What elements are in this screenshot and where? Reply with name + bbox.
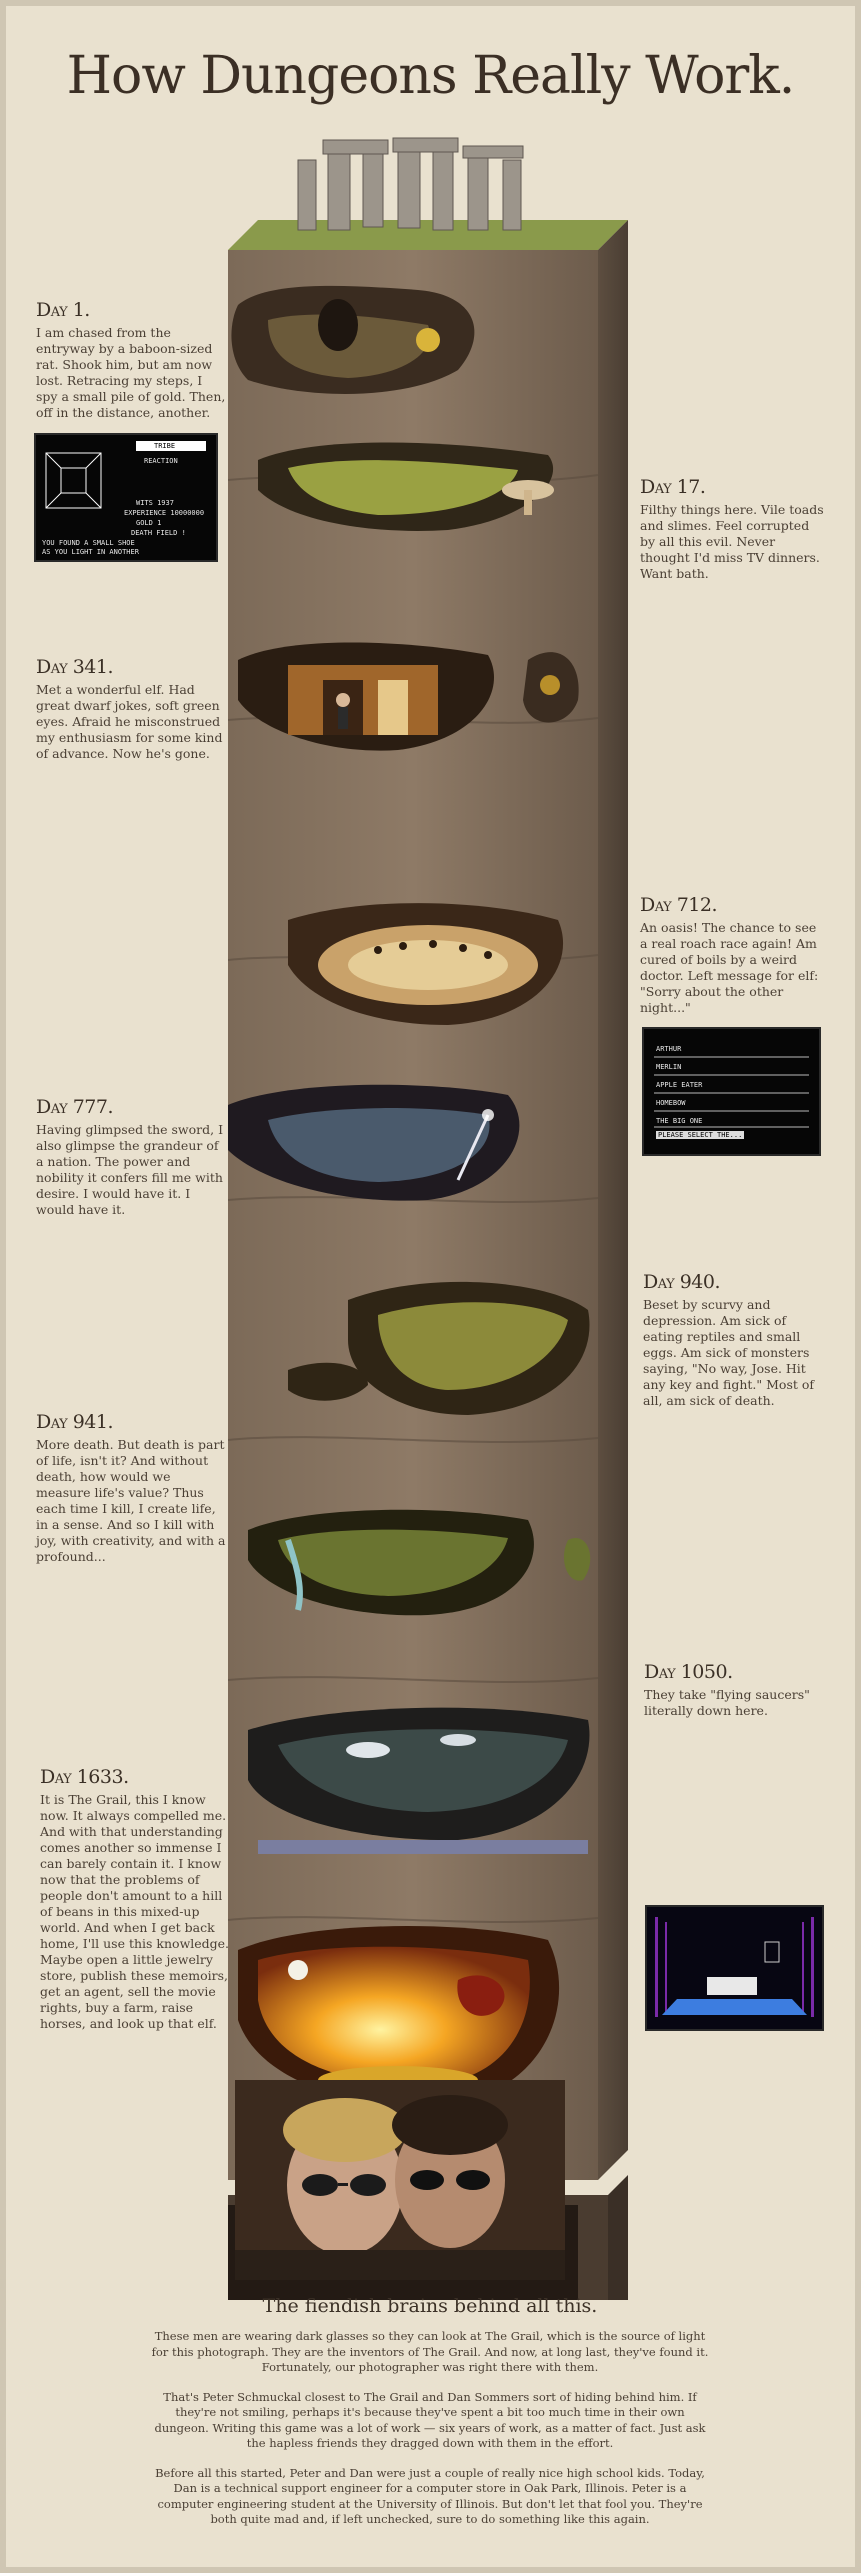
screen-line: YOU FOUND A SMALL SHOE	[42, 539, 135, 547]
section-paragraph: Before all this started, Peter and Dan were just a couple of really nice high school kids. Today, Dan is a technical support engineer for a computer store in Oak Park, Illinois. Peter is a computer engineering student at the University of Illinois. But don't let that fool you. They're both quite mad and, if left unchecked, sure to do something like this again.	[155, 2465, 705, 2527]
entry-text: It is The Grail, this I know now. It always compelled me. And with that understanding comes another so immense I can barely contain it. I know now that the problems of people don't amount to a hill of beans in this mixed-up world. And when I get back home, I'll use this knowledge. Maybe open a little jewelry store, publish these memoirs, get an agent, sell the movie rights, buy a farm, raise horses, and look up that elf.	[40, 1792, 230, 2032]
screen-line: MERLIN	[656, 1063, 682, 1071]
entry-day-label: Day 17.	[640, 476, 706, 498]
inventors-photo	[235, 2080, 565, 2280]
entry-day-label: Day 1.	[36, 299, 90, 321]
inventors-section	[150, 2295, 710, 2542]
journal-entry-day-941	[36, 1410, 226, 1565]
entry-day-label: Day 712.	[640, 894, 718, 916]
section-heading: The fiendish brains behind all this.	[262, 2295, 598, 2317]
page-title: How Dungeons Really Work.	[66, 46, 795, 106]
section-paragraph: That's Peter Schmuckal closest to The Grail and Dan Sommers sort of hiding behind him. If they're not smiling, perhaps it's because they've spent a bit too much time in their own dungeon. Writing this game was a lot of work — six years of work, as a matter of fact. Just ask the hapless friends they dragged down with them in the effort.	[154, 2389, 706, 2451]
screen-line: APPLE EATER	[656, 1081, 703, 1089]
saucer-room-graphic	[647, 1907, 822, 2029]
screen-line: HOMEBOW	[656, 1099, 686, 1107]
screen-line: TRIBE	[154, 442, 176, 450]
game-screen-day-712	[642, 1027, 821, 1156]
screen-line: EXPERIENCE 10000000	[124, 509, 205, 517]
entry-text: Filthy things here. Vile toads and slimes. Feel corrupted by all this evil. Never thought I'd miss TV dinners. Want bath.	[640, 502, 824, 582]
entry-day-label: Day 941.	[36, 1411, 114, 1433]
entry-text: Beset by scurvy and depression. Am sick of eating reptiles and small eggs. Am sick of monsters saying, "No way, Jose. Hit any key and fight." Most of all, am sick of death.	[643, 1297, 815, 1409]
entry-text: Having glimpsed the sword, I also glimpse the grandeur of a nation. The power and nobility it confers fill me with desire. I would have it. I would have it.	[36, 1122, 224, 1218]
entry-text: I am chased from the entryway by a baboon-sized rat. Shook him, but am now lost. Retracing my steps, I spy a small pile of gold. Then, off in the distance, another.	[36, 325, 226, 421]
screen-line: THE BIG ONE	[656, 1117, 703, 1125]
journal-entry-day-940	[643, 1270, 823, 1409]
dungeon-column-illustration	[228, 120, 628, 2300]
journal-entry-day-777	[36, 1095, 226, 1218]
entry-text: They take "flying saucers" literally down here.	[644, 1687, 810, 1719]
game-screen-day-1050	[645, 1905, 824, 2031]
entry-text: More death. But death is part of life, isn't it? And without death, how would we measure life's value? Thus each time I kill, I create life, in a sense. And so I kill with joy, with creativity, and with a profound...	[36, 1437, 226, 1565]
entry-text: Met a wonderful elf. Had great dwarf jokes, soft green eyes. Afraid he misconstrued my enthusiasm for some kind of advance. Now he's gone.	[36, 682, 223, 762]
entry-day-label: Day 1050.	[644, 1661, 733, 1683]
section-paragraph: These men are wearing dark glasses so they can look at The Grail, which is the source of light for this photograph. They are the inventors of The Grail. And now, at long last, they've found it. Fortunately, our photographer was right there with them.	[151, 2329, 709, 2375]
screen-line: ARTHUR	[656, 1045, 682, 1053]
journal-entry-day-17	[640, 475, 825, 582]
cavern-day1	[231, 286, 474, 394]
game-screen-day-1	[34, 433, 218, 562]
entry-day-label: Day 341.	[36, 656, 114, 678]
screen-line: AS YOU LIGHT IN ANOTHER	[42, 548, 139, 556]
journal-entry-day-1050	[644, 1660, 824, 1719]
screen-line: REACTION	[144, 457, 178, 465]
screen-line: GOLD 1	[136, 519, 162, 527]
entry-text: An oasis! The chance to see a real roach race again! Am cured of boils by a weird doctor. Left message for elf: "Sorry about the other night..."	[640, 920, 819, 1016]
entry-day-label: Day 940.	[643, 1271, 721, 1293]
screen-grid-lines	[644, 1029, 819, 1154]
stonehenge	[298, 138, 523, 230]
journal-entry-day-712	[640, 893, 825, 1016]
screen-line: DEATH FIELD !	[131, 529, 186, 537]
screen-line: WITS 1937	[136, 499, 174, 507]
entry-day-label: Day 1633.	[40, 1766, 129, 1788]
entry-day-label: Day 777.	[36, 1096, 114, 1118]
screen-line: PLEASE SELECT THE...	[658, 1131, 743, 1139]
journal-entry-day-1633	[40, 1765, 230, 2032]
journal-entry-day-341	[36, 655, 226, 762]
journal-entry-day-1	[36, 298, 226, 421]
